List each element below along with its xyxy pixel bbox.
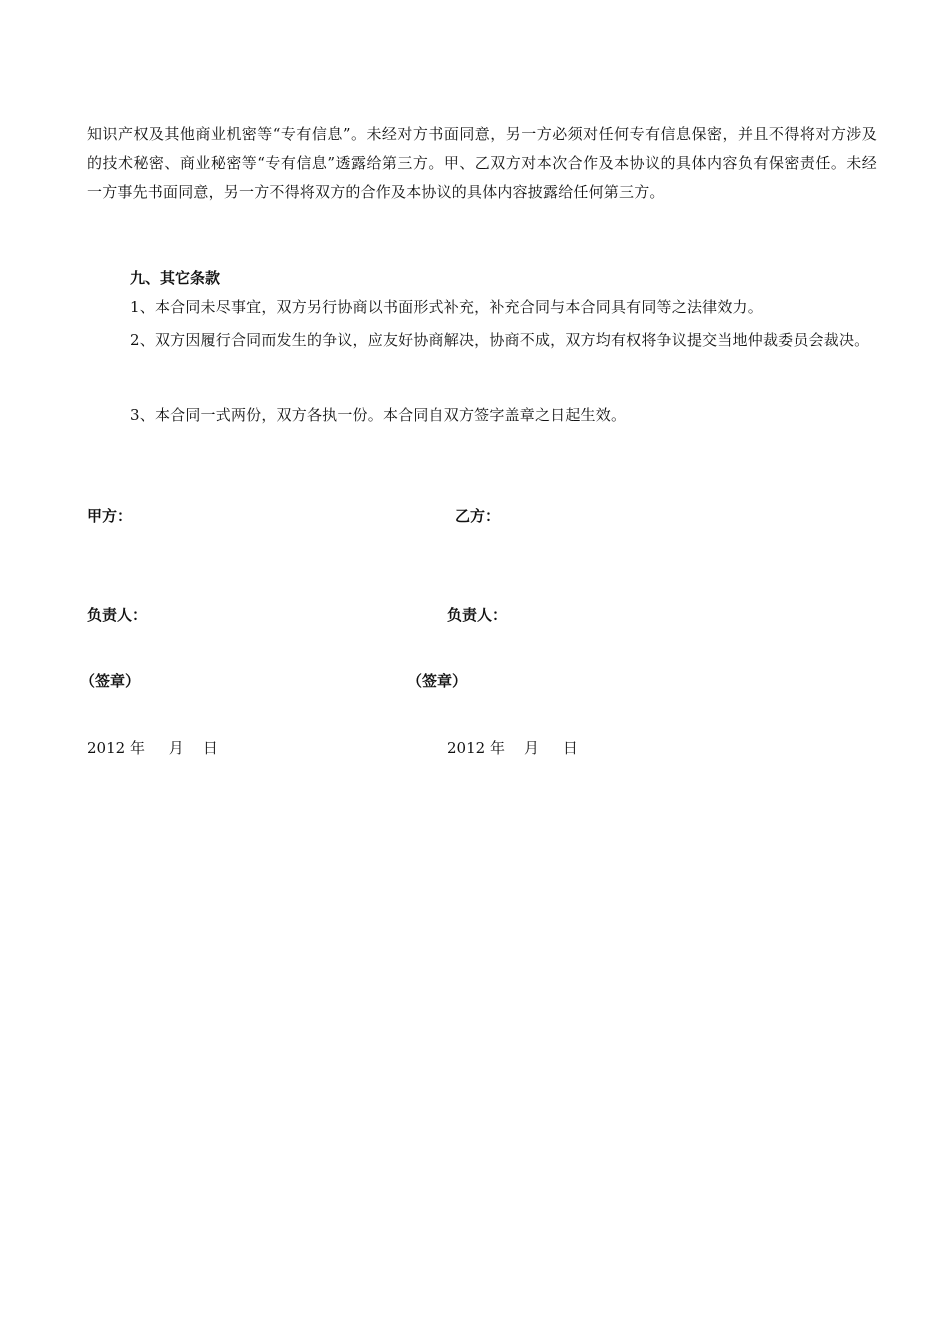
party-a-label: 甲方：: [87, 507, 133, 525]
confidentiality-paragraph: 知识产权及其他商业机密等“专有信息”。未经对方书面同意，另一方必须对任何专有信息保密，并且不得将对方涉及的技术秘密、商业秘密等“专有信息”透露给第三方。甲、乙双方对本次合作及本协议的具体内容负有保密责任。未经一方事先书面同意，另一方不得将双方的合作及本协议的具体内容披露给任何第三方。: [87, 125, 877, 201]
clause-3: 3、本合同一式两份，双方各执一份。本合同自双方签字盖章之日起生效。: [130, 406, 627, 424]
party-b-seal-label: （签章）: [407, 672, 468, 690]
party-b-date: 2012 年 月 日: [447, 739, 578, 757]
party-a-seal-label: （签章）: [80, 672, 141, 690]
party-b-label: 乙方：: [455, 507, 501, 525]
clause-1: 1、本合同未尽事宜，双方另行协商以书面形式补充，补充合同与本合同具有同等之法律效力。: [130, 298, 763, 316]
clause-2: 2、双方因履行合同而发生的争议，应友好协商解决，协商不成，双方均有权将争议提交当地仲裁委员会裁决。: [130, 331, 870, 349]
party-a-date: 2012 年 月 日: [87, 739, 218, 757]
party-a-responsible-label: 负责人：: [87, 606, 148, 624]
section-9-heading: 九、其它条款: [130, 269, 221, 287]
party-b-responsible-label: 负责人：: [447, 606, 508, 624]
